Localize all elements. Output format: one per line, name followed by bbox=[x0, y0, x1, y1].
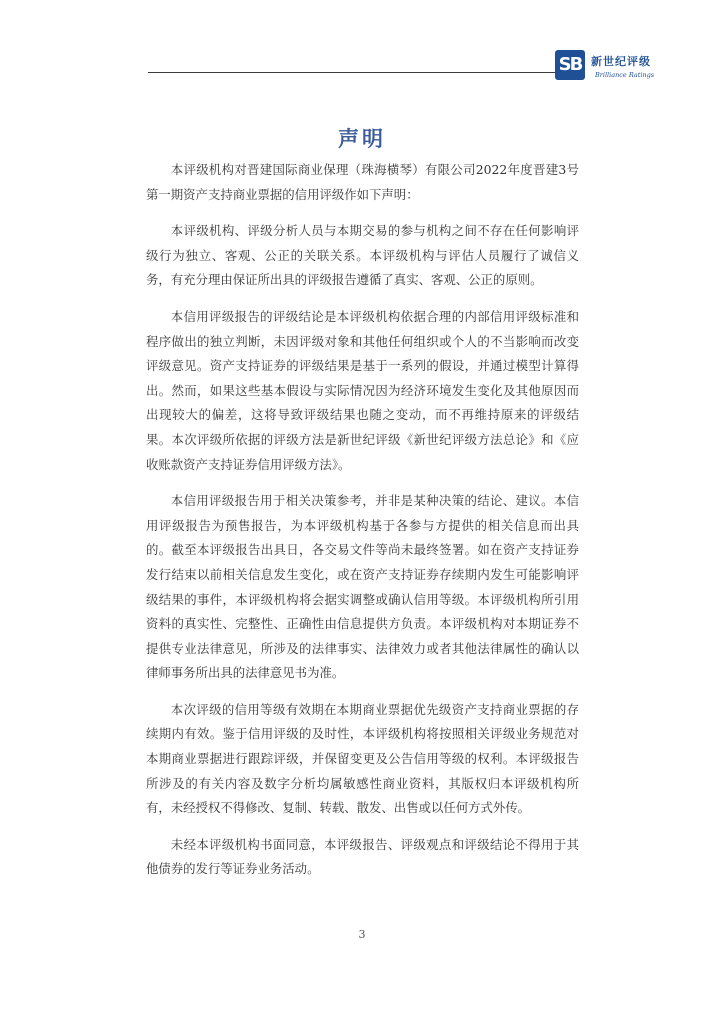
header-rule bbox=[148, 72, 573, 73]
page-title: 声明 bbox=[338, 127, 386, 151]
page-number: 3 bbox=[358, 928, 366, 941]
company-logo bbox=[555, 50, 667, 86]
logo-mark-icon: SB bbox=[555, 50, 585, 80]
paragraph: 未经本评级机构书面同意，本评级报告、评级观点和评级结论不得用于其他债券的发行等证券业务活动。 bbox=[146, 836, 579, 877]
logo-subtitle: Brilliance Ratings bbox=[595, 71, 655, 79]
statement-body bbox=[146, 158, 579, 894]
paragraph: 本评级机构对晋建国际商业保理（珠海横琴）有限公司2022年度晋建3号第一期资产支持商业票据的信用评级作如下声明： bbox=[146, 162, 579, 202]
paragraph: 本次评级的信用等级有效期在本期商业票据优先级资产支持商业票据的存续期内有效。鉴于信用评级的及时性，本评级机构将按照相关评级业务规范对本期商业票据进行跟踪评级，并保留变更及公告信用等级的权利。本评级报告所涉及的有关内容及数字分析均属敏感性商业资料，其版权归本评级机构所有，未经授权不得修改、复制、转载、散发、出售或以任何方式外传。 bbox=[146, 701, 579, 816]
logo-name: 新世纪评级 bbox=[591, 55, 651, 68]
paragraph: 本信用评级报告的评级结论是本评级机构依据合理的内部信用评级标准和程序做出的独立判断，未因评级对象和其他任何组织或个人的不当影响而改变评级意见。资产支持证券的评级结果是基于一系列的假设，并通过模型计算得出。然而，如果这些基本假设与实际情况因为经济环境发生变化及其他原因而出现较大的偏差，这将导致评级结果也随之变动，而不再维持原来的评级结果。本次评级所依据的评级方法是新世纪评级《新世纪评级方法总论》和《应收账款资产支持证券信用评级方法》。 bbox=[146, 308, 579, 472]
paragraph: 本信用评级报告用于相关决策参考，并非是某种决策的结论、建议。本信用评级报告为预售报告，为本评级机构基于各参与方提供的相关信息而出具的。截至本评级报告出具日，各交易文件等尚未最终签署。如在资产支持证券发行结束以前相关信息发生变化，或在资产支持证券存续期内发生可能影响评级结果的事件，本评级机构将会据实调整或确认信用等级。本评级机构所引用资料的真实性、完整性、正确性由信息提供方负责。本评级机构对本期证券不提供专业法律意见，所涉及的法律事实、法律效力或者其他法律属性的确认以律师事务所出具的法律意见书为准。 bbox=[146, 493, 579, 681]
paragraph: 本评级机构、评级分析人员与本期交易的参与机构之间不存在任何影响评级行为独立、客观、公正的关联关系。本评级机构与评估人员履行了诚信义务，有充分理由保证所出具的评级报告遵循了真实、客观、公正的原则。 bbox=[146, 223, 579, 288]
